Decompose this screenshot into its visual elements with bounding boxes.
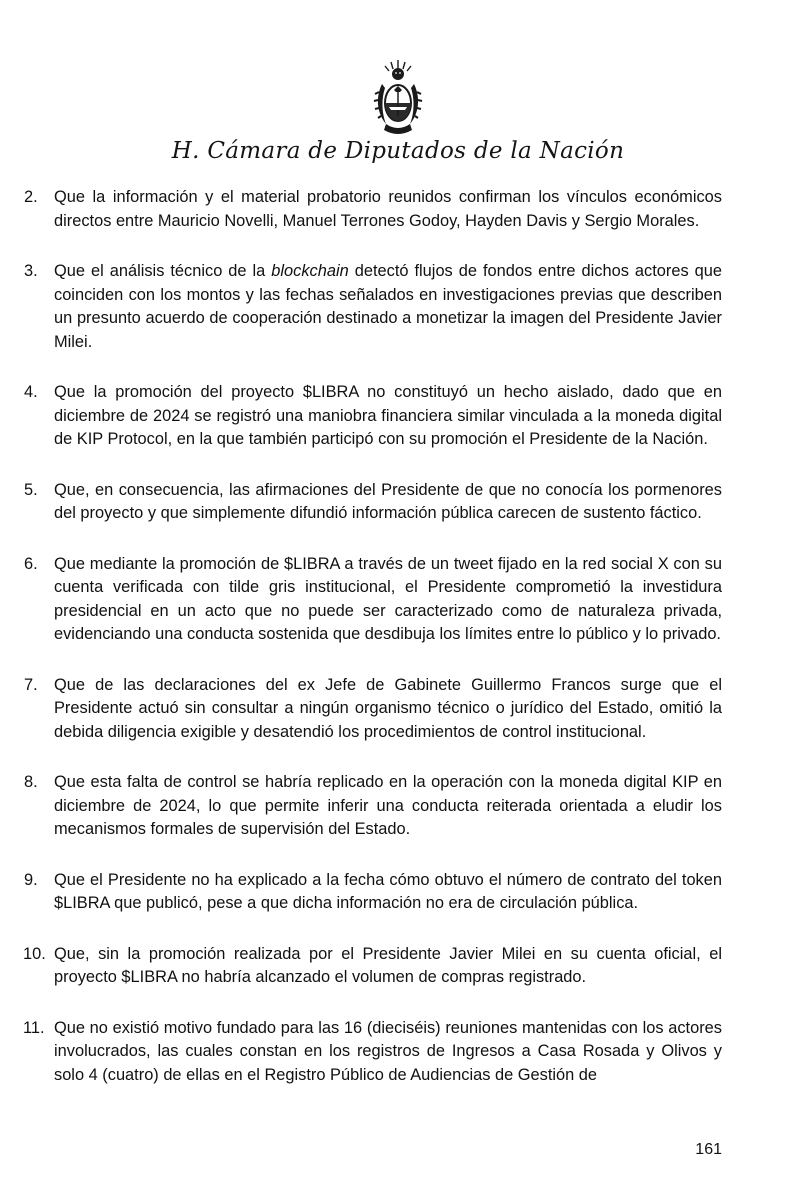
- list-item: [24, 381, 722, 452]
- list-item: [24, 674, 722, 745]
- item-text: Que el Presidente no ha explicado a la fecha cómo obtuvo el número de contrato del token $LIBRA que publicó, pese a que dicha información no era de circulación pública.: [54, 870, 722, 912]
- item-text: Que de las declaraciones del ex Jefe de Gabinete Guillermo Francos surge que el Presidente actuó sin consultar a ningún organismo técnico o jurídico del Estado, omitió la debida diligencia exigible y desatendió los procedimientos de control institucional.: [54, 675, 722, 741]
- item-number: 2.: [24, 188, 38, 206]
- list-item: [24, 943, 722, 990]
- list-item: [24, 186, 722, 233]
- page-header: [0, 58, 796, 138]
- item-number: 5.: [24, 480, 38, 499]
- list-item: [24, 771, 722, 842]
- item-text: Que la promoción del proyecto $LIBRA no constituyó un hecho aislado, dado que en diciembre de 2024 se registró una maniobra financiera similar vinculada a la moneda digital de KIP Protocol, en la que también participó con su promoción el Presidente de la Nación.: [54, 383, 722, 448]
- item-text: Que, sin la promoción realizada por el Presidente Javier Milei en su cuenta oficial, el proyecto $LIBRA no habría alcanzado el volumen de compras registrado.: [54, 944, 722, 986]
- item-number: 11.: [23, 1018, 45, 1037]
- item-number: 3.: [24, 262, 38, 280]
- item-text: Que esta falta de control se habría replicado en la operación con la moneda digital KIP en diciembre de 2024, lo que permite inferir una conducta reiterada orientada a eludir los mecanismos formales de supervisión del Estado.: [54, 773, 722, 838]
- item-text: Que mediante la promoción de $LIBRA a través de un tweet fijado en la red social X con su cuenta verificada con tilde gris institucional, el Presidente comprometió la investidura presidencial en un acto que no puede ser caracterizado como de naturaleza privada, evidenciando una conducta sostenida que desdibuja los límites entre lo público y lo privado.: [54, 554, 722, 643]
- coat-of-arms-icon: [372, 58, 424, 138]
- list-item: [24, 1017, 722, 1088]
- considerations-list: [24, 186, 722, 1114]
- item-number: 7.: [24, 675, 38, 694]
- list-item: [24, 260, 722, 354]
- item-number: 4.: [24, 383, 38, 401]
- page-number: 161: [695, 1141, 722, 1158]
- item-number: 10.: [23, 944, 46, 963]
- item-text: Que el análisis técnico de la blockchain detectó flujos de fondos entre dichos actores que coinciden con los montos y las fechas señalados en investigaciones previas que describen un presunto acuerdo de cooperación destinado a monetizar la imagen del Presidente Javier Milei.: [54, 262, 722, 351]
- item-number: 9.: [24, 870, 38, 889]
- item-number: 8.: [24, 773, 38, 791]
- italic-term: blockchain: [271, 262, 349, 280]
- list-item: [24, 553, 722, 647]
- item-text: Que no existió motivo fundado para las 16 (dieciséis) reuniones mantenidas con los actores involucrados, las cuales constan en los registros de Ingresos a Casa Rosada y Olivos y solo 4 (cuatro) de ellas en el Registro Público de Audiencias de Gestión de: [54, 1018, 722, 1084]
- list-item: [24, 479, 722, 526]
- chamber-name: H. Cámara de Diputados de la Nación: [171, 138, 625, 164]
- item-number: 6.: [24, 554, 38, 573]
- item-text: Que, en consecuencia, las afirmaciones del Presidente de que no conocía los pormenores del proyecto y que simplemente difundió información pública carecen de sustento fáctico.: [54, 480, 722, 522]
- list-item: [24, 869, 722, 916]
- item-text: Que la información y el material probatorio reunidos confirman los vínculos económicos directos entre Mauricio Novelli, Manuel Terrones Godoy, Hayden Davis y Sergio Morales.: [54, 188, 722, 230]
